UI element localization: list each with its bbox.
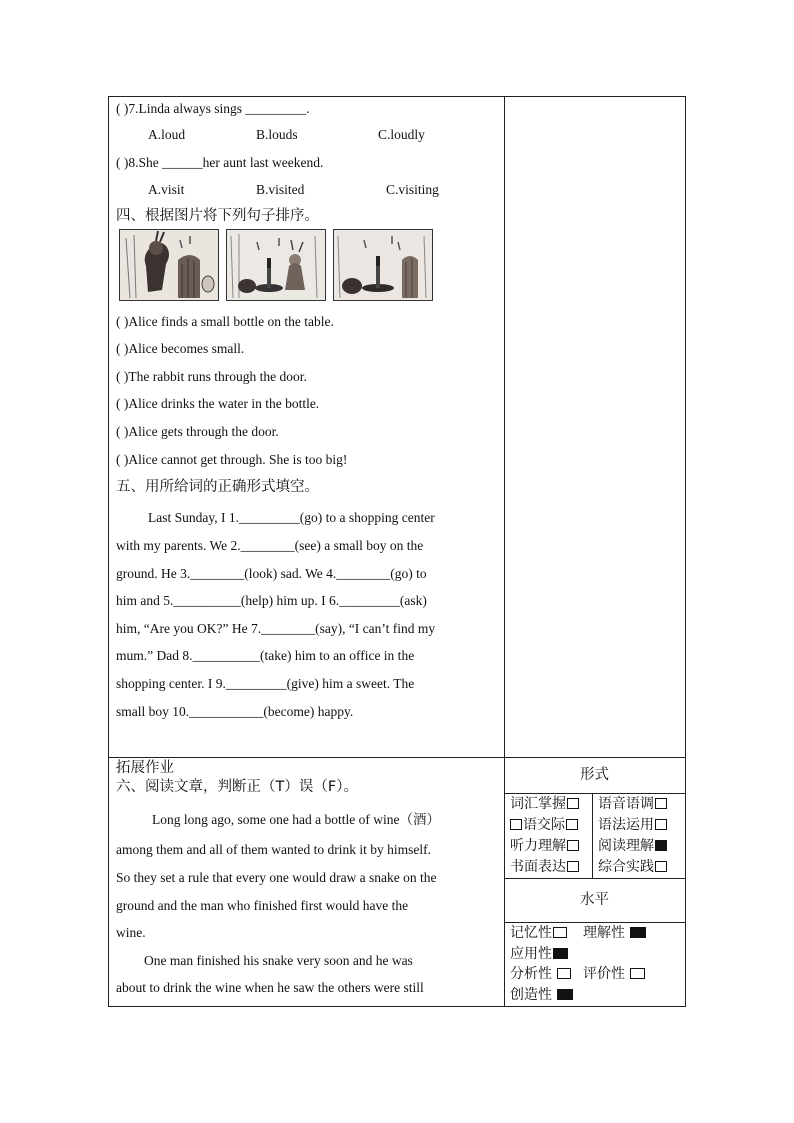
section-6-title: 六、阅读文章，判断正（T）误（F）。 [116, 779, 358, 795]
level-header: 水平 [580, 892, 609, 908]
checkbox-icon [553, 927, 567, 938]
form-item-writing: 书面表达 [510, 860, 579, 874]
checkbox-icon [510, 819, 522, 830]
form-item-reading: 阅读理解 [598, 839, 667, 853]
passage-line-7: about to drink the wine when he saw the others were still [116, 980, 424, 995]
passage-line-3: So they set a rule that every one would draw a snake on the [116, 870, 437, 885]
question-8-option-c: C.visiting [386, 182, 439, 197]
ordering-item-2: ( )Alice becomes small. [116, 341, 245, 356]
cloze-line-2: with my parents. We 2.________(see) a small boy on the [116, 538, 424, 553]
question-7-option-c: C.loudly [378, 127, 425, 142]
form-item-vocabulary: 词汇掌握 [510, 797, 579, 811]
cloze-line-4: him and 5.__________(help) him up. I 6._________(ask) [116, 593, 427, 608]
passage-line-2: among them and all of them wanted to drink it by himself. [116, 842, 431, 857]
form-header: 形式 [580, 767, 609, 783]
checkbox-icon [655, 798, 667, 809]
level-item-analysis: 分析性 [510, 967, 571, 981]
level-item-creativity: 创造性 [510, 988, 573, 1002]
question-7-option-a: A.loud [148, 127, 186, 142]
passage-line-1: Long long ago, some one had a bottle of wine（酒） [152, 812, 440, 827]
alice-and-rabbit-picture [119, 229, 219, 301]
ordering-item-5: ( )Alice gets through the door. [116, 424, 279, 439]
checkbox-checked-icon [630, 927, 646, 938]
form-grid-divider [592, 793, 593, 878]
cloze-line-7: shopping center. I 9._________(give) him a sweet. The [116, 676, 415, 691]
section-5-title: 五、用所给词的正确形式填空。 [116, 479, 319, 495]
checkbox-checked-icon [557, 989, 573, 1000]
row-divider [108, 757, 685, 758]
level-item-evaluation: 评价性 [583, 967, 645, 981]
ordering-item-4: ( )Alice drinks the water in the bottle. [116, 396, 320, 411]
checkbox-icon [655, 861, 667, 872]
ordering-item-3: ( )The rabbit runs through the door. [116, 369, 307, 384]
question-7-stem: ( )7.Linda always sings _________. [116, 101, 310, 116]
question-8-stem: ( )8.She ______her aunt last weekend. [116, 155, 324, 170]
table-and-door-picture [333, 229, 433, 301]
cloze-line-5: him, “Are you OK?” He 7.________(say), “I can’t find my [116, 621, 436, 636]
checkbox-icon [630, 968, 645, 979]
checkbox-icon [567, 840, 579, 851]
level-item-application: 应用性 [510, 947, 568, 961]
form-item-pronunciation: 语音语调 [598, 797, 667, 811]
checkbox-icon [567, 798, 579, 809]
form-item-communication: 语交际 [510, 818, 578, 832]
level-header-divider [504, 922, 685, 923]
form-item-grammar: 语法运用 [598, 818, 667, 832]
extension-homework-label: 拓展作业 [116, 760, 174, 776]
ordering-item-1: ( )Alice finds a small bottle on the table. [116, 314, 334, 329]
form-item-practice: 综合实践 [598, 860, 667, 874]
form-header-divider [504, 793, 685, 794]
alice-and-table-picture [226, 229, 326, 301]
passage-line-5: wine. [116, 925, 146, 940]
checkbox-icon [566, 819, 578, 830]
section-4-title: 四、根据图片将下列句子排序。 [116, 208, 319, 224]
checkbox-checked-icon [553, 948, 568, 959]
checkbox-icon [655, 819, 667, 830]
question-8-option-b: B.visited [256, 182, 305, 197]
cloze-line-3: ground. He 3.________(look) sad. We 4.________(go) to [116, 566, 427, 581]
level-item-memory: 记忆性 [510, 926, 567, 940]
checkbox-icon [567, 861, 579, 872]
column-divider [504, 96, 505, 1006]
checkbox-checked-icon [655, 840, 667, 851]
question-7-option-b: B.louds [256, 127, 298, 142]
cloze-line-8: small boy 10.___________(become) happy. [116, 704, 354, 719]
passage-line-4: ground and the man who finished first would have the [116, 898, 409, 913]
question-8-option-a: A.visit [148, 182, 185, 197]
form-item-listening: 听力理解 [510, 839, 579, 853]
cloze-line-6: mum.” Dad 8.__________(take) him to an office in the [116, 648, 415, 663]
form-bottom-divider [504, 878, 685, 879]
checkbox-icon [557, 968, 571, 979]
cloze-line-1: Last Sunday, I 1._________(go) to a shopping center [148, 510, 435, 525]
ordering-item-6: ( )Alice cannot get through. She is too big! [116, 452, 348, 467]
passage-line-6: One man finished his snake very soon and he was [144, 953, 413, 968]
level-item-understanding: 理解性 [583, 926, 646, 940]
